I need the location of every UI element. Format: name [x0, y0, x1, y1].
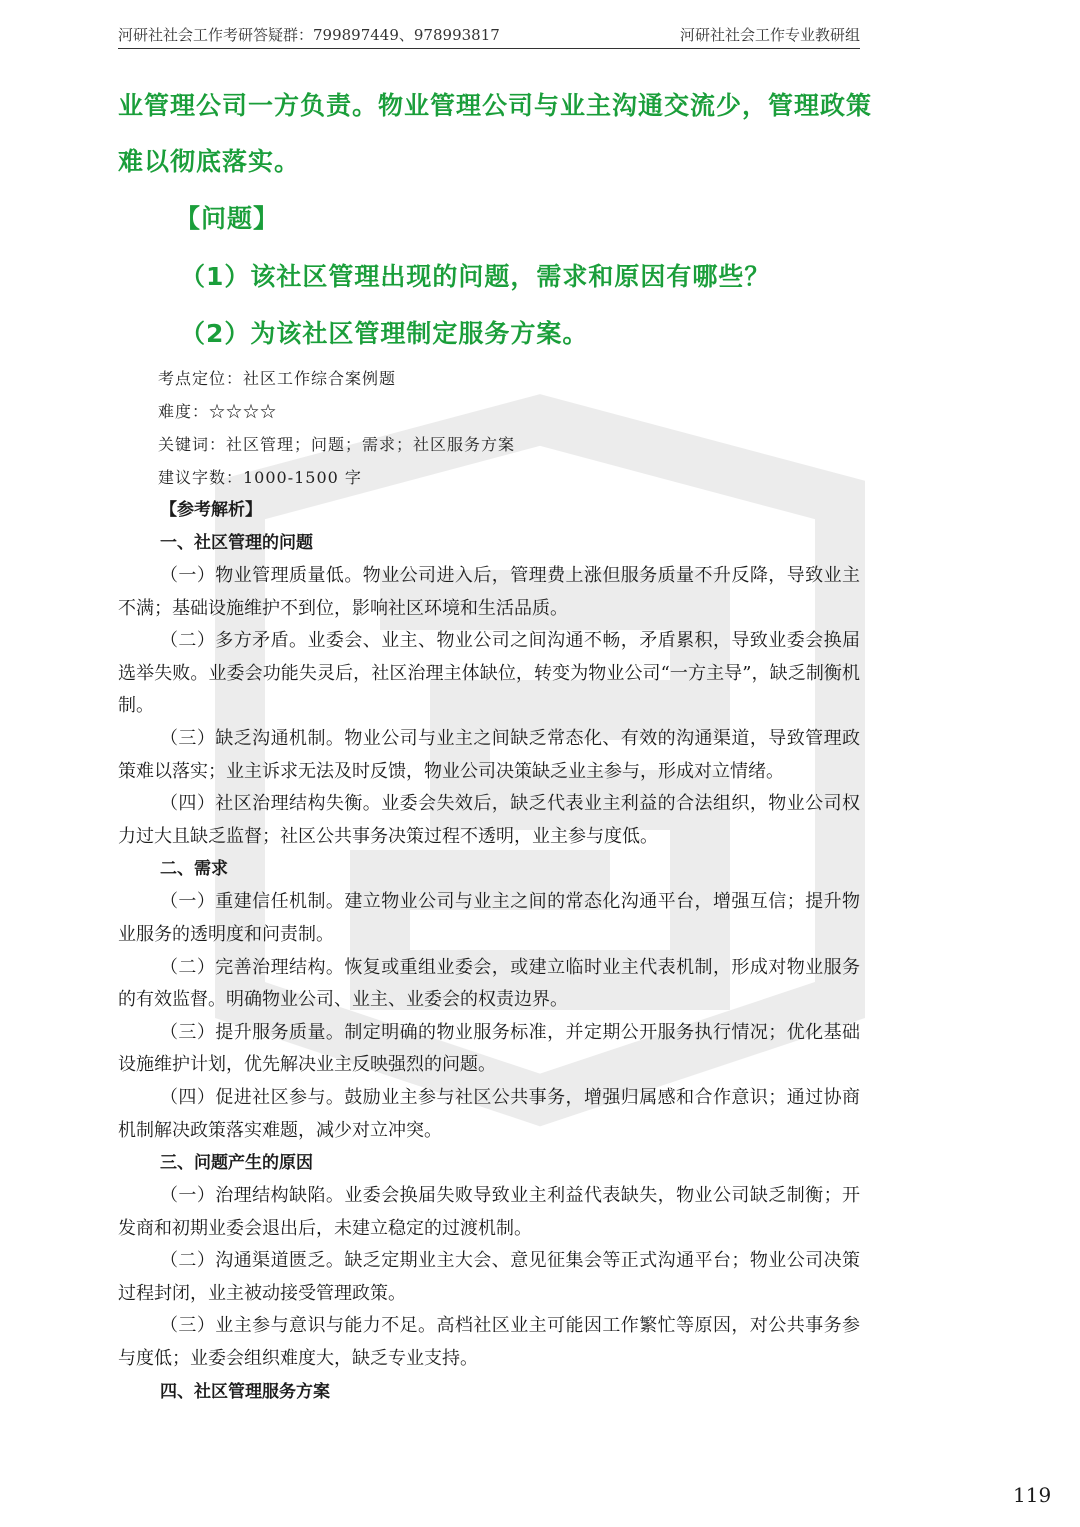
section-3-title: 三、问题产生的原因: [160, 1153, 313, 1174]
section-2-title: 二、需求: [160, 859, 228, 880]
word-count: 建议字数：1000-1500 字: [158, 468, 362, 487]
analysis-body: [118, 494, 860, 1409]
section-4-title: 四、社区管理服务方案: [160, 1381, 330, 1402]
question-1: （1）该社区管理出现的问题，需求和原因有哪些？: [180, 262, 771, 291]
analysis-title: 【参考解析】: [160, 500, 262, 520]
section-3-paragraph: （二）沟通渠道匮乏。缺乏定期业主大会、意见征集会等正式沟通平台；物业公司决策过程封闭，业主被动接受管理政策。: [118, 1250, 860, 1304]
section-1-paragraph: （一）物业管理质量低。物业公司进入后，管理费上涨但服务质量不升反降，导致业主不满；基础设施维护不到位，影响社区环境和生活品质。: [118, 565, 860, 619]
keywords: 关键词：社区管理；问题；需求；社区服务方案: [158, 435, 516, 454]
section-2-paragraph: （一）重建信任机制。建立物业公司与业主之间的常态化沟通平台，增强互信；提升物业服务的透明度和问责制。: [118, 891, 860, 945]
page-header: [118, 22, 860, 49]
section-2-paragraph: （三）提升服务质量。制定明确的物业服务标准，并定期公开服务执行情况；优化基础设施维护计划，优先解决业主反映强烈的问题。: [118, 1021, 860, 1076]
section-2-paragraph: （二）完善治理结构。恢复或重组业委会，或建立临时业主代表机制，形成对物业服务的有效监督。明确物业公司、业主、业委会的权责边界。: [118, 956, 860, 1011]
section-2-paragraph: （四）促进社区参与。鼓励业主参与社区公共事务，增强归属感和合作意识；通过协商机制解决政策落实难题，减少对立冲突。: [118, 1086, 860, 1141]
section-1-paragraph: （三）缺乏沟通机制。物业公司与业主之间缺乏常态化、有效的沟通渠道，导致管理政策难以落实；业主诉求无法及时反馈，物业公司决策缺乏业主参与，形成对立情绪。: [118, 727, 860, 782]
intro-line-1: 业管理公司一方负责。物业管理公司与业主沟通交流少，管理政策: [118, 91, 873, 120]
section-3-paragraph: （三）业主参与意识与能力不足。高档社区业主可能因工作繁忙等原因，对公共事务参与度低；业委会组织难度大，缺乏专业支持。: [118, 1315, 860, 1370]
difficulty: 难度：☆☆☆☆: [158, 402, 278, 421]
page-number: 119: [1013, 1483, 1052, 1507]
exam-point: 考点定位：社区工作综合案例题: [158, 369, 397, 388]
header-right: 河研社社会工作专业教研组: [679, 26, 860, 44]
question-2: （2）为该社区管理制定服务方案。: [180, 319, 589, 348]
header-left: 河研社社会工作考研答疑群：799897449、978993817: [118, 26, 500, 44]
section-1-title: 一、社区管理的问题: [160, 533, 313, 553]
intro-line-2: 难以彻底落实。: [118, 147, 301, 176]
section-1-paragraph: （四）社区治理结构失衡。业委会失效后，缺乏代表业主利益的合法组织，物业公司权力过大且缺乏监督；社区公共事务决策过程不透明，业主参与度低。: [118, 793, 860, 847]
section-1-paragraph: （二）多方矛盾。业委会、业主、物业公司之间沟通不畅，矛盾累积，导致业委会换届选举失败。业委会功能失灵后，社区治理主体缺位，转变为物业公司“一方主导”，缺乏制衡机制。: [118, 630, 860, 717]
question-title: 【问题】: [175, 204, 280, 233]
section-3-paragraph: （一）治理结构缺陷。业委会换届失败导致业主利益代表缺失，物业公司缺乏制衡；开发商和初期业委会退出后，未建立稳定的过渡机制。: [118, 1185, 860, 1239]
